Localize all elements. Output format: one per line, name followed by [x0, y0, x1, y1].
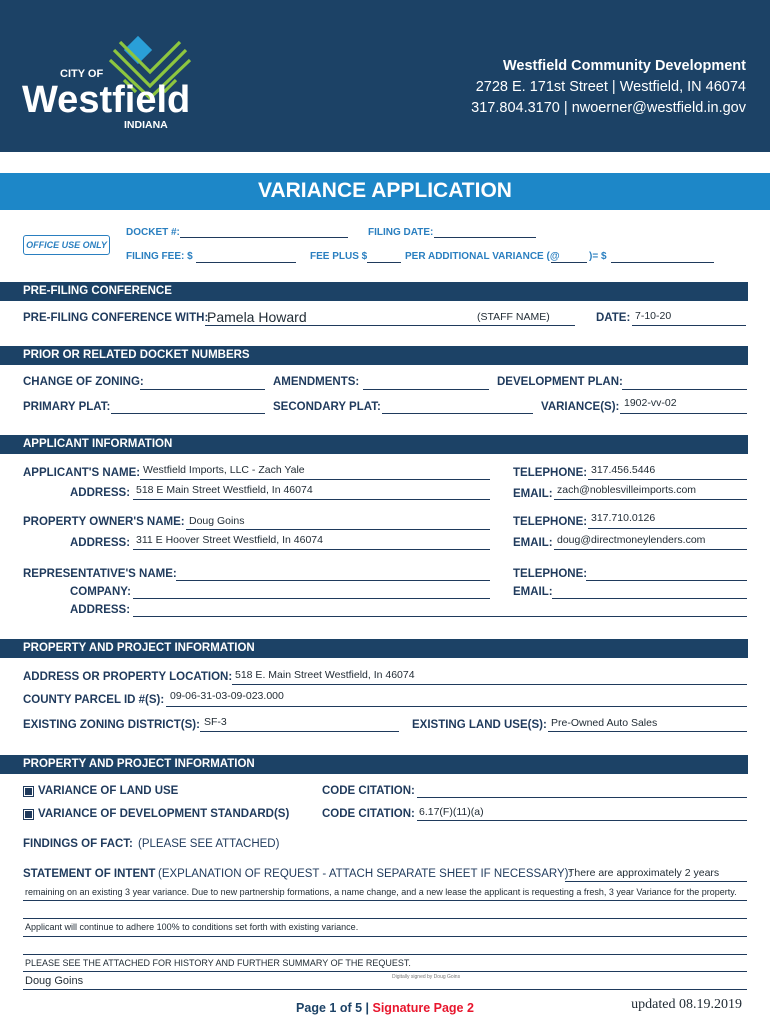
statement-line-2[interactable]: remaining on an existing 3 year variance. Due to new partnership formations, a name change, and a new lease the applicant is requesting a fresh, 3 year Variance for the property.	[25, 887, 737, 897]
signature-page-link[interactable]: Signature Page 2	[372, 1001, 474, 1015]
logo-wordmark: Westfield	[22, 79, 191, 121]
westfield-logo	[20, 20, 195, 135]
findings-note: (PLEASE SEE ATTACHED)	[138, 838, 280, 850]
section-applicant: APPLICANT INFORMATION	[0, 435, 748, 454]
rep-address-label: ADDRESS:	[70, 604, 131, 616]
equals-label: )= $	[589, 251, 607, 262]
rep-telephone-field[interactable]	[586, 580, 747, 581]
prefiling-with-value[interactable]: Pamela Howard	[207, 309, 307, 325]
owner-address-label: ADDRESS:	[70, 537, 131, 549]
land-use-field	[548, 731, 747, 732]
owner-telephone-label: TELEPHONE:	[513, 516, 588, 528]
digital-signature-stamp: Digitally signed by Doug Goins	[392, 974, 461, 980]
rep-address-field[interactable]	[133, 616, 747, 617]
logo-state: INDIANA	[124, 119, 168, 131]
location-value[interactable]: 518 E. Main Street Westfield, In 46074	[235, 669, 415, 681]
owner-telephone-field	[588, 528, 747, 529]
filing-fee-label: FILING FEE: $	[126, 251, 193, 262]
total-fee-field[interactable]	[611, 262, 714, 263]
statement-label: STATEMENT OF INTENT	[23, 868, 156, 880]
location-field	[232, 684, 747, 685]
applicant-telephone-field	[588, 479, 747, 480]
rep-company-field[interactable]	[133, 598, 490, 599]
page-number: Page 1 of 5 |	[296, 1001, 370, 1015]
code-citation-label-2: CODE CITATION:	[322, 808, 415, 820]
applicant-address-label: ADDRESS:	[70, 487, 131, 499]
statement-field-1	[565, 881, 747, 882]
secondary-plat-label: SECONDARY PLAT:	[273, 401, 381, 413]
owner-address-value[interactable]: 311 E Hoover Street Westfield, In 46074	[136, 534, 323, 546]
prefiling-date-field	[632, 325, 746, 326]
zoning-field	[200, 731, 399, 732]
org-contact: 317.804.3170 | nwoerner@westfield.in.gov	[471, 100, 746, 116]
filing-date-field[interactable]	[434, 237, 536, 238]
secondary-plat-field[interactable]	[382, 413, 533, 414]
prefiling-date-value[interactable]: 7-10-20	[635, 310, 672, 322]
findings-label: FINDINGS OF FACT:	[23, 838, 133, 850]
page-header	[0, 0, 770, 152]
primary-plat-field[interactable]	[111, 413, 265, 414]
section-prefiling: PRE-FILING CONFERENCE	[0, 282, 748, 301]
variances-label: VARIANCE(S):	[541, 401, 620, 413]
code-citation-label-1: CODE CITATION:	[322, 785, 415, 797]
parcel-field	[166, 706, 747, 707]
parcel-value[interactable]: 09-06-31-03-09-023.000	[170, 690, 284, 702]
change-zoning-field[interactable]	[140, 389, 265, 390]
owner-email-label: EMAIL:	[513, 537, 553, 549]
rep-name-field[interactable]	[176, 580, 490, 581]
variance-dev-std-checkbox[interactable]	[23, 809, 34, 820]
statement-field-blank	[23, 918, 747, 919]
signer-name[interactable]: Doug Goins	[25, 975, 84, 987]
fee-plus-label: FEE PLUS $	[310, 251, 368, 262]
prefiling-with-field	[205, 325, 575, 326]
rep-email-label: EMAIL:	[513, 586, 553, 598]
logo-city-of: CITY OF	[60, 68, 104, 80]
filing-date-label: FILING DATE:	[368, 227, 434, 238]
applicant-name-label: APPLICANT'S NAME:	[23, 467, 141, 479]
rep-telephone-label: TELEPHONE:	[513, 568, 588, 580]
primary-plat-label: PRIMARY PLAT:	[23, 401, 111, 413]
staff-name-label: (STAFF NAME)	[477, 311, 550, 323]
statement-field-4	[23, 971, 747, 972]
owner-name-field	[186, 529, 490, 530]
location-label: ADDRESS OR PROPERTY LOCATION:	[23, 671, 233, 683]
org-address: 2728 E. 171st Street | Westfield, IN 46074	[475, 79, 746, 95]
applicant-email-label: EMAIL:	[513, 488, 553, 500]
prefiling-date-label: DATE:	[596, 312, 631, 324]
applicant-name-field	[140, 479, 490, 480]
variances-field	[620, 413, 747, 414]
development-plan-label: DEVELOPMENT PLAN:	[497, 376, 623, 388]
updated-date: updated 08.19.2019	[631, 997, 742, 1012]
prefiling-with-label: PRE-FILING CONFERENCE WITH:	[23, 312, 209, 324]
office-use-badge: OFFICE USE ONLY	[23, 235, 110, 255]
statement-note: (EXPLANATION OF REQUEST - ATTACH SEPARATE SHEET IF NECESSARY):	[158, 868, 572, 880]
applicant-email-field	[554, 499, 747, 500]
org-name: Westfield Community Development	[502, 58, 746, 74]
per-additional-label: PER ADDITIONAL VARIANCE (@	[405, 251, 560, 262]
change-zoning-label: CHANGE OF ZONING:	[23, 376, 144, 388]
title-bar	[0, 173, 770, 210]
applicant-address-value[interactable]: 518 E Main Street Westfield, In 46074	[136, 484, 313, 496]
section-prior-dockets: PRIOR OR RELATED DOCKET NUMBERS	[0, 346, 748, 365]
owner-address-field	[133, 549, 490, 550]
applicant-telephone-label: TELEPHONE:	[513, 467, 588, 479]
parcel-label: COUNTY PARCEL ID #(S):	[23, 694, 165, 706]
filing-fee-field[interactable]	[196, 262, 296, 263]
rep-name-label: REPRESENTATIVE'S NAME:	[23, 568, 177, 580]
development-plan-field[interactable]	[622, 389, 747, 390]
rep-email-field[interactable]	[552, 598, 747, 599]
zoning-value[interactable]: SF-3	[204, 716, 227, 728]
statement-field-3	[23, 936, 747, 937]
code-citation-value[interactable]: 6.17(F)(11)(a)	[419, 806, 484, 818]
amendments-label: AMENDMENTS:	[273, 376, 360, 388]
docket-field[interactable]	[180, 237, 348, 238]
variance-land-use-checkbox[interactable]	[23, 786, 34, 797]
statement-line-4[interactable]: PLEASE SEE THE ATTACHED FOR HISTORY AND FURTHER SUMMARY OF THE REQUEST.	[25, 958, 411, 968]
statement-field-2	[23, 900, 747, 901]
owner-name-value[interactable]: Doug Goins	[189, 515, 245, 527]
owner-email-field	[554, 549, 747, 550]
section-property: PROPERTY AND PROJECT INFORMATION	[0, 639, 748, 658]
applicant-address-field	[133, 499, 490, 500]
contact-block	[471, 56, 746, 119]
per-additional-field[interactable]	[551, 262, 587, 263]
signature-field	[23, 989, 747, 990]
variance-dev-std-label: VARIANCE OF DEVELOPMENT STANDARD(S)	[38, 808, 290, 820]
owner-name-label: PROPERTY OWNER'S NAME:	[23, 516, 185, 528]
variance-land-use-label: VARIANCE OF LAND USE	[38, 785, 179, 797]
docket-label: DOCKET #:	[126, 227, 180, 238]
zoning-label: EXISTING ZONING DISTRICT(S):	[23, 719, 200, 731]
land-use-label: EXISTING LAND USE(S):	[412, 719, 547, 731]
code-citation-field-2	[417, 820, 747, 821]
statement-line-3[interactable]: Applicant will continue to adhere 100% to conditions set forth with existing variance.	[25, 922, 359, 932]
section-project: PROPERTY AND PROJECT INFORMATION	[0, 755, 748, 774]
page-title: VARIANCE APPLICATION	[258, 179, 512, 202]
fee-plus-field[interactable]	[367, 262, 401, 263]
rep-company-label: COMPANY:	[70, 586, 131, 598]
applicant-telephone-value[interactable]: 317.456.5446	[591, 464, 656, 476]
applicant-name-value[interactable]: Westfield Imports, LLC - Zach Yale	[143, 464, 305, 476]
owner-telephone-value[interactable]: 317.710.0126	[591, 512, 656, 524]
land-use-value[interactable]: Pre-Owned Auto Sales	[551, 717, 658, 729]
variances-value[interactable]: 1902-vv-02	[624, 397, 677, 409]
code-citation-field-1[interactable]	[417, 797, 747, 798]
statement-field-blank-2	[23, 954, 747, 955]
amendments-field[interactable]	[363, 389, 489, 390]
owner-email-value[interactable]: doug@directmoneylenders.com	[557, 534, 706, 546]
applicant-email-value[interactable]: zach@noblesvilleimports.com	[557, 484, 697, 496]
statement-line-1[interactable]: There are approximately 2 years	[568, 867, 720, 879]
